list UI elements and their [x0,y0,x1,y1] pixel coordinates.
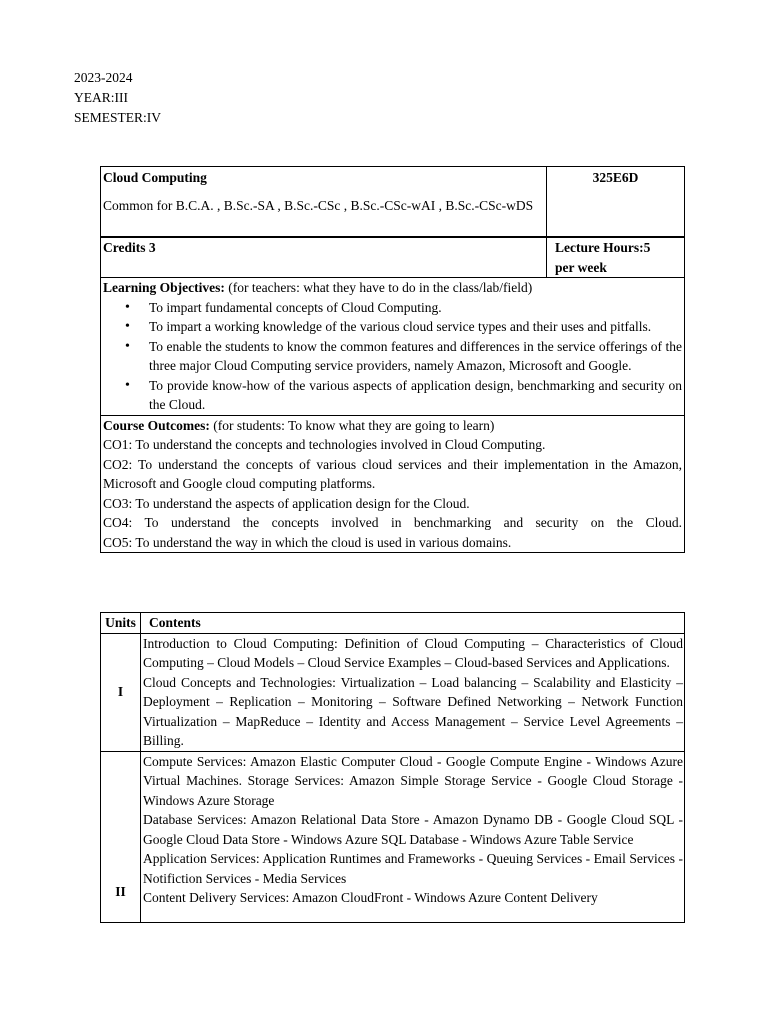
unit-contents [141,633,685,751]
credits: Credits 3 [101,237,547,278]
year-label: YEAR:III [74,90,128,105]
course-outcome-2: CO2: To understand the concepts of various cloud services and their implementation in the Amazon, Microsoft and Google cloud computing platforms. [103,456,682,491]
list-item: • To provide know-how of the various aspects of application design, benchmarking and security on the Cloud. [149,376,682,415]
course-title-cell [101,167,547,238]
lecture-hours-line1: Lecture Hours:5 [555,240,651,255]
unit-number: II [101,751,141,922]
contents-header: Contents [141,613,685,634]
course-outcomes-row [101,415,685,553]
unit-paragraph: Database Services: Amazon Relational Data Store - Amazon Dynamo DB - Google Cloud SQL - Google Cloud Data Store - Windows Azure SQL Database - Windows Azure Table Service [143,812,683,847]
course-outcomes-heading-line [103,416,682,436]
unit-paragraph: Application Services: Application Runtimes and Frameworks - Queuing Services - Email Services - Notifiction Services - Media Services [143,851,683,886]
unit-paragraph: Cloud Concepts and Technologies: Virtualization – Load balancing – Scalability and Elasticity – Deployment – Replication – Monitoring – Software Defined Networking – Network Function Virtualization – MapReduce – Identity and Access Management – Service Level Agreements – Billing. [143,674,683,748]
unit-paragraph: Compute Services: Amazon Elastic Computer Cloud - Google Compute Engine - Windows Azure Virtual Machines. Storage Services: Amazon Simple Storage Service - Google Cloud Storage - Windows Azure Storage [143,753,683,808]
list-item: • To enable the students to know the common features and differences in the service offerings of the three major Cloud Computing service providers, namely Amazon, Microsoft and Google. [149,337,682,376]
academic-year: 2023-2024 [74,70,133,85]
course-title: Cloud Computing [103,170,207,185]
unit-contents [141,751,685,922]
course-outcomes-cell [101,415,685,553]
course-common-for: Common for B.C.A. , B.Sc.-SA , B.Sc.-CSc , B.Sc.-CSc-wAI , B.Sc.-CSc-wDS [103,197,534,213]
units-header: Units [101,613,141,634]
course-outcome-5: CO5: To understand the way in which the cloud is used in various domains. [103,534,512,550]
learning-objectives-cell [101,278,685,416]
course-info-table [100,166,685,553]
course-title-row [101,167,685,238]
table-row [101,633,685,751]
unit-number: I [101,633,141,751]
units-table [100,612,685,923]
course-outcome-1: CO1: To understand the concepts and technologies involved in Cloud Computing. [103,437,546,452]
learning-objectives-note: (for teachers: what they have to do in the class/lab/field) [224,280,533,295]
course-outcome-3: CO3: To understand the aspects of application design for the Cloud. [103,495,470,511]
course-code: 325E6D [547,167,685,238]
units-header-row [101,613,685,634]
course-outcome-4: CO4: To understand the concepts involved in benchmarking and security on the Cloud. [103,515,682,530]
learning-objectives-list [103,298,682,415]
learning-objectives-heading-line [103,278,682,298]
document-header [74,68,161,128]
lecture-hours [547,237,685,278]
learning-objectives-row [101,278,685,416]
lecture-hours-line2: per week [555,259,607,275]
unit-paragraph: Content Delivery Services: Amazon CloudFront - Windows Azure Content Delivery [143,890,598,905]
semester-label: SEMESTER:IV [74,110,162,125]
learning-objectives-heading: Learning Objectives: [103,280,225,295]
list-item: • To impart fundamental concepts of Cloud Computing. [149,298,682,318]
course-outcomes-heading: Course Outcomes: [103,417,210,433]
credits-row [101,237,685,278]
list-item: • To impart a working knowledge of the various cloud service types and their uses and pitfalls. [149,317,682,337]
unit-paragraph: Introduction to Cloud Computing: Definition of Cloud Computing – Characteristics of Cloud Computing – Cloud Models – Cloud Service Examples – Cloud-based Services and Applications. [143,635,683,670]
table-row [101,751,685,922]
course-outcomes-note: (for students: To know what they are going to learn) [209,417,495,433]
